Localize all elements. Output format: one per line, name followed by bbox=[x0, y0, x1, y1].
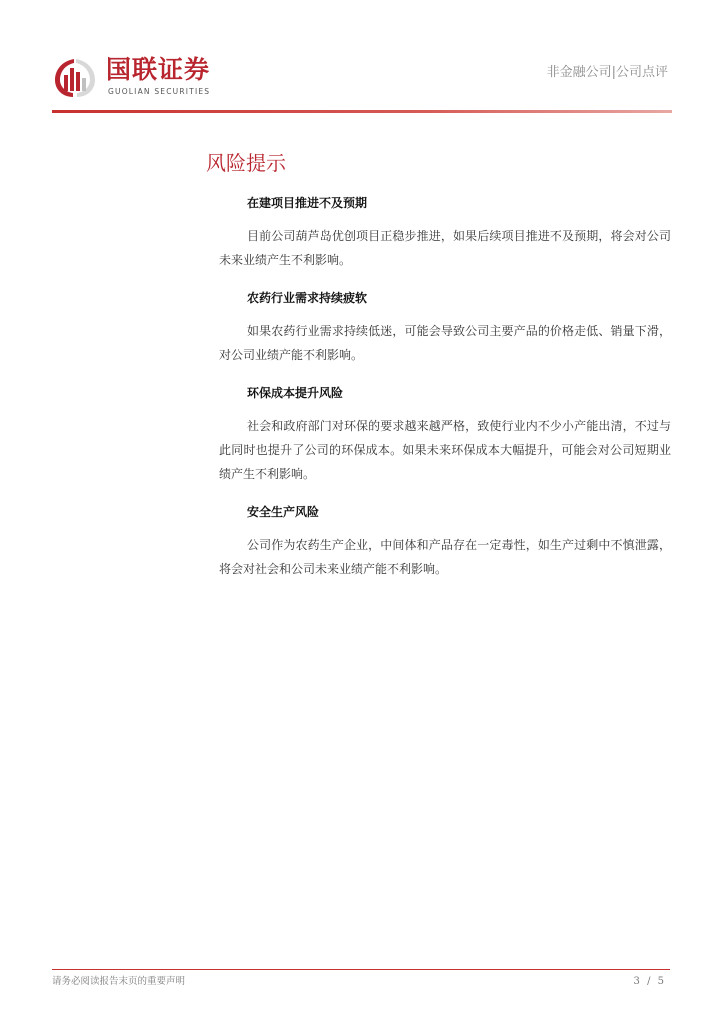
risk-item bbox=[219, 502, 671, 581]
risk-heading: 环保成本提升风险 bbox=[247, 386, 344, 400]
page-header bbox=[0, 0, 724, 120]
brand-name-en: GUOLIAN SECURITIES bbox=[108, 87, 211, 96]
page-number: 3 / 5 bbox=[633, 976, 666, 987]
brand-name-cn: 国联证券 bbox=[106, 55, 211, 84]
header-divider bbox=[52, 110, 672, 113]
risk-item bbox=[219, 193, 671, 272]
risk-item bbox=[219, 288, 671, 367]
risk-item bbox=[219, 383, 671, 486]
risk-body: 目前公司葫芦岛优创项目正稳步推进，如果后续项目推进不及预期，将会对公司未来业绩产生不利影响。 bbox=[219, 229, 671, 267]
risk-heading: 农药行业需求持续疲软 bbox=[247, 291, 368, 305]
risk-body: 社会和政府部门对环保的要求越来越严格，致使行业内不少小产能出清，不过与此同时也提升了公司的环保成本。如果未来环保成本大幅提升，可能会对公司短期业绩产生不利影响。 bbox=[219, 419, 671, 481]
footer-disclaimer: 请务必阅读报告末页的重要声明 bbox=[52, 976, 186, 987]
report-type-label: 非金融公司|公司点评 bbox=[546, 65, 668, 80]
risk-heading: 安全生产风险 bbox=[247, 505, 320, 519]
risk-heading: 在建项目推进不及预期 bbox=[247, 196, 368, 210]
section-title: 风险提示 bbox=[206, 151, 286, 175]
risk-body: 如果农药行业需求持续低迷，可能会导致公司主要产品的价格走低、销量下滑，对公司业绩产能不利影响。 bbox=[219, 324, 671, 362]
risk-list bbox=[219, 190, 671, 597]
guolian-logo-icon bbox=[52, 55, 98, 99]
risk-body: 公司作为农药生产企业，中间体和产品存在一定毒性，如生产过剩中不慎泄露，将会对社会和公司未来业绩产能不利影响。 bbox=[219, 538, 671, 576]
footer-divider bbox=[52, 969, 670, 970]
